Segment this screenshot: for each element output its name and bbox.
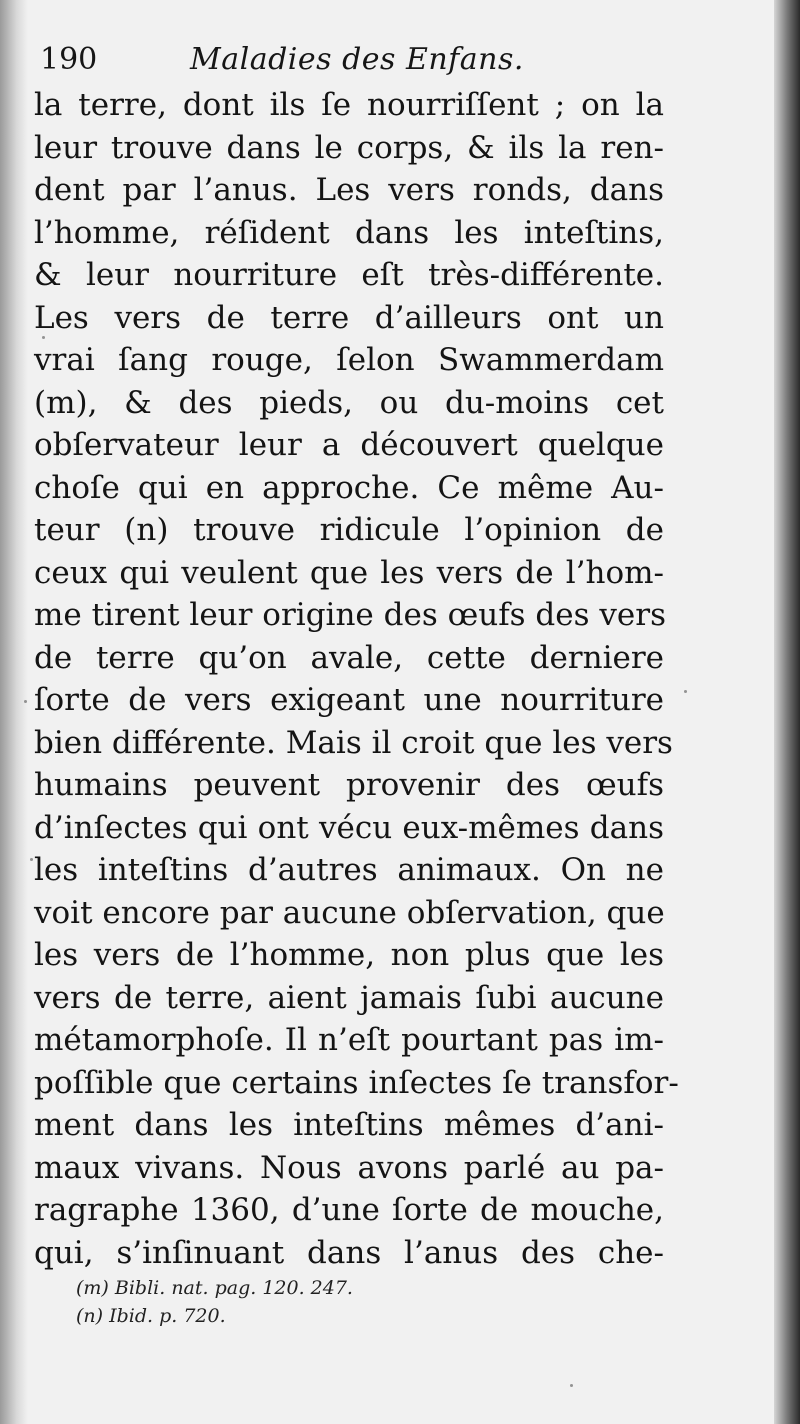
page-header	[40, 42, 560, 86]
text-line: choſe qui en approche. Ce même Au-	[34, 469, 664, 506]
paper-speck	[684, 690, 687, 693]
gutter-shadow	[0, 0, 28, 1424]
footnote-n: (n) Ibid. p. 720.	[76, 1305, 226, 1327]
text-line: & leur nourriture eſt très-différente.	[34, 257, 664, 293]
text-line: obſervateur leur a découvert quelque	[34, 427, 664, 463]
running-title: Maladies des Enfans.	[190, 42, 524, 77]
text-line: ment dans les inteſtins mêmes d’ani-	[34, 1107, 664, 1143]
text-line: d’inſectes qui ont vécu eux-mêmes dans	[34, 809, 664, 846]
text-line: qui, s’inſinuant dans l’anus des che-	[34, 1234, 664, 1271]
paper-speck	[24, 700, 27, 703]
paper-speck	[570, 1384, 573, 1387]
page-edge-shadow	[774, 0, 800, 1424]
text-line: Les vers de terre d’ailleurs ont un	[34, 299, 664, 336]
text-line: les vers de l’homme, non plus que les	[34, 937, 664, 973]
text-line: teur (n) trouve ridicule l’opinion de	[34, 512, 664, 548]
text-line: me tirent leur origine des œufs des vers	[34, 597, 666, 633]
text-line: ſorte de vers exigeant une nourriture	[34, 682, 664, 718]
text-line: les inteſtins d’autres animaux. On ne	[34, 852, 664, 888]
paper-speck	[30, 858, 33, 861]
text-line: leur trouve dans le corps, & ils la ren-	[34, 129, 664, 166]
text-line: métamorphoſe. Il n’eſt pourtant pas im-	[34, 1022, 664, 1058]
text-line: ceux qui veulent que les vers de l’hom-	[34, 554, 664, 591]
text-line: ragraphe 1360, d’une ſorte de mouche,	[34, 1192, 664, 1228]
footnote-m: (m) Bibli. nat. pag. 120. 247.	[76, 1277, 353, 1299]
text-line: poſſible que certains inſectes ſe transfor-	[34, 1064, 679, 1101]
text-line: dent par l’anus. Les vers ronds, dans	[34, 172, 664, 208]
text-line: bien différente. Mais il croit que les vers	[34, 724, 673, 761]
footnotes	[76, 1274, 476, 1330]
text-line: vrai ſang rouge, ſelon Swammerdam	[34, 342, 664, 378]
text-line: humains peuvent provenir des œufs	[34, 767, 664, 803]
text-line: la terre, dont ils ſe nourriſſent ; on la	[34, 87, 664, 123]
text-line: l’homme, réſident dans les inteſtins,	[34, 214, 664, 251]
text-line: maux vivans. Nous avons parlé au pa-	[34, 1149, 664, 1186]
text-line: (m), & des pieds, ou du-moins cet	[34, 384, 664, 421]
body-text	[34, 84, 679, 1274]
text-line: de terre qu’on avale, cette derniere	[34, 639, 664, 676]
text-line: voit encore par aucune obſervation, que	[34, 894, 665, 931]
text-line: vers de terre, aient jamais ſubi aucune	[34, 979, 664, 1016]
paper-speck	[42, 336, 45, 339]
page-number: 190	[40, 42, 98, 77]
